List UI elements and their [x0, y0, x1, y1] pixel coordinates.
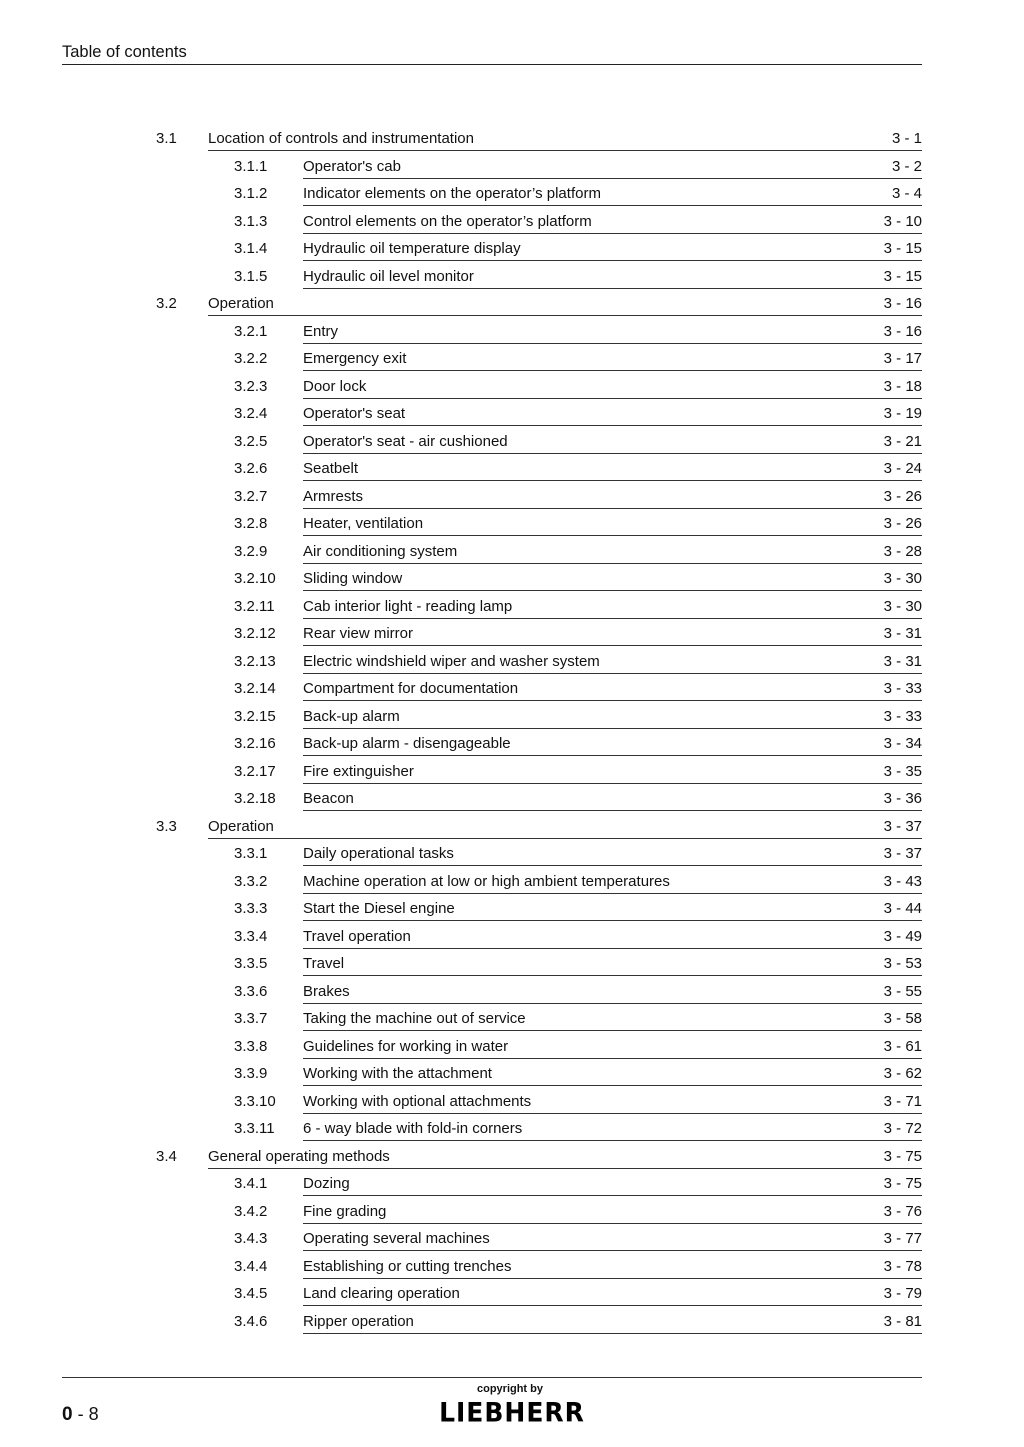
toc-entry-row[interactable]: [0, 1032, 1024, 1060]
toc-entry-row[interactable]: [0, 1059, 1024, 1087]
toc-page-number[interactable]: 3 - 43: [883, 872, 922, 890]
toc-number: 3.3.4: [234, 927, 268, 945]
toc-page-number[interactable]: 3 - 19: [883, 405, 922, 422]
toc-number: 3.2.14: [234, 680, 276, 697]
toc-entry-line: [303, 1091, 922, 1114]
toc-title[interactable]: Operator's seat: [303, 405, 406, 422]
toc-entry-row[interactable]: [0, 977, 1024, 1005]
toc-entry-row[interactable]: [0, 262, 1024, 290]
toc-page-number[interactable]: 3 - 15: [883, 240, 922, 257]
toc-title[interactable]: Travel: [303, 955, 345, 972]
toc-entry-line: [303, 1228, 922, 1251]
toc-title[interactable]: Start the Diesel engine: [303, 900, 455, 917]
toc-entry-row[interactable]: [0, 592, 1024, 620]
toc-page-number[interactable]: 3 - 55: [883, 982, 922, 1000]
toc-entry-line: [208, 293, 922, 316]
toc-entry-row[interactable]: [0, 647, 1024, 675]
toc-title[interactable]: Operating several machines: [303, 1230, 490, 1247]
toc-page-number[interactable]: 3 - 76: [883, 1202, 922, 1220]
toc-entry-line: [303, 733, 922, 756]
toc-page-number[interactable]: 3 - 10: [883, 212, 922, 230]
toc-entry-row[interactable]: [0, 344, 1024, 372]
toc-entry-line: [303, 706, 922, 729]
toc-entry-line: [303, 596, 922, 619]
toc-entry-line: [208, 128, 922, 151]
page-header: [62, 42, 922, 65]
toc-page-number[interactable]: 3 - 4: [891, 185, 922, 202]
toc-page-number[interactable]: 3 - 35: [883, 762, 922, 780]
toc-page-number[interactable]: 3 - 31: [883, 625, 922, 642]
toc-entry-row[interactable]: [0, 234, 1024, 262]
toc-entry-line: [303, 1063, 922, 1086]
toc-entry-line: [303, 1256, 922, 1279]
page-title: Table of contents: [62, 43, 187, 61]
toc-entry-row[interactable]: [0, 867, 1024, 895]
toc-title[interactable]: Location of controls and instrumentation: [208, 130, 474, 147]
toc-entry-row[interactable]: [0, 1087, 1024, 1115]
toc-number: 3.2.16: [234, 735, 276, 752]
toc-entry-row[interactable]: [0, 922, 1024, 950]
toc-entry-line: [303, 678, 922, 701]
toc-page-number[interactable]: 3 - 44: [883, 900, 922, 917]
toc-page-number[interactable]: 3 - 16: [883, 322, 922, 340]
toc-title[interactable]: Operator's cab: [303, 157, 401, 175]
toc-entry-row[interactable]: [0, 702, 1024, 730]
toc-entry-row[interactable]: [0, 509, 1024, 537]
toc-page-number[interactable]: 3 - 1: [891, 130, 922, 147]
toc-entry-row[interactable]: [0, 1197, 1024, 1225]
toc-page-number[interactable]: 3 - 33: [883, 680, 922, 697]
toc-page-number[interactable]: 3 - 30: [883, 570, 922, 587]
toc-entry-row[interactable]: [0, 894, 1024, 922]
copyright-label: copyright by: [476, 1383, 543, 1395]
toc-number: 3.3.11: [234, 1120, 275, 1137]
toc-entry-row[interactable]: [0, 1279, 1024, 1307]
toc-title[interactable]: Operator's seat - air cushioned: [303, 432, 508, 450]
toc-page-number[interactable]: 3 - 75: [883, 1175, 922, 1192]
toc-entry-line: [303, 431, 922, 454]
toc-title[interactable]: Back-up alarm: [303, 707, 400, 725]
toc-page-number[interactable]: 3 - 37: [883, 845, 922, 862]
toc-entry-row[interactable]: [0, 564, 1024, 592]
toc-title[interactable]: Fire extinguisher: [303, 762, 414, 780]
toc-entry-row[interactable]: [0, 674, 1024, 702]
toc-entry-row[interactable]: [0, 427, 1024, 455]
toc-entry-line: [303, 788, 922, 811]
toc-number: 3.2.17: [234, 762, 276, 780]
toc-entry-row[interactable]: [0, 757, 1024, 785]
toc-number: 3.3.9: [234, 1065, 268, 1082]
toc-title[interactable]: Ripper operation: [303, 1312, 414, 1330]
toc-page-number[interactable]: 3 - 28: [883, 542, 922, 560]
toc-page-number[interactable]: 3 - 53: [883, 955, 922, 972]
toc-number: 3.1.4: [234, 240, 268, 257]
toc-section-row[interactable]: [0, 124, 1024, 152]
toc-title[interactable]: Entry: [303, 322, 339, 340]
toc-title[interactable]: Control elements on the operator’s platform: [303, 212, 592, 230]
toc-number: 3.2.12: [234, 625, 276, 642]
toc-number: 3.2.6: [234, 460, 268, 477]
toc-number: 3.2.8: [234, 515, 268, 532]
toc-number: 3.2.13: [234, 652, 276, 670]
toc-entry-line: [303, 1201, 922, 1224]
toc-number: 3.2.7: [234, 487, 268, 505]
toc-section-row[interactable]: [0, 812, 1024, 840]
toc-number: 3.2.3: [234, 377, 268, 395]
footer-divider: [62, 1377, 922, 1378]
toc-page-number[interactable]: 3 - 61: [883, 1037, 922, 1055]
toc-page-number[interactable]: 3 - 2: [891, 157, 922, 175]
toc-title[interactable]: Working with optional attachments: [303, 1092, 532, 1110]
toc-entry-row[interactable]: [0, 179, 1024, 207]
toc-entry-line: [303, 1118, 922, 1141]
toc-entry-row[interactable]: [0, 537, 1024, 565]
toc-title[interactable]: Seatbelt: [303, 460, 359, 477]
toc-entry-line: [303, 183, 922, 206]
toc-section-row[interactable]: [0, 1142, 1024, 1170]
toc-title[interactable]: Sliding window: [303, 570, 403, 587]
toc-title[interactable]: Taking the machine out of service: [303, 1010, 526, 1027]
toc-page-number[interactable]: 3 - 15: [883, 267, 922, 285]
toc-entry-line: [303, 761, 922, 784]
toc-number: 3.2.9: [234, 542, 268, 560]
toc-entry-line: [303, 568, 922, 591]
toc-number: 3.3.1: [234, 845, 268, 862]
toc-page-number[interactable]: 3 - 37: [883, 817, 922, 835]
toc-entry-line: [303, 348, 922, 371]
toc-entry-line: [303, 926, 922, 949]
toc-page-number[interactable]: 3 - 36: [883, 790, 922, 807]
toc-entry-row[interactable]: [0, 482, 1024, 510]
toc-number: 3.3.6: [234, 982, 268, 1000]
toc-title[interactable]: Electric windshield wiper and washer system: [303, 652, 600, 670]
toc-title[interactable]: Armrests: [303, 487, 363, 505]
toc-entry-row[interactable]: [0, 729, 1024, 757]
toc-number: 3.2.5: [234, 432, 268, 450]
toc-entry-line: [303, 486, 922, 509]
toc-entry-line: [208, 1146, 922, 1169]
toc-title[interactable]: Dozing: [303, 1175, 350, 1192]
toc-page-number[interactable]: 3 - 81: [883, 1312, 922, 1330]
toc-entry-line: [303, 953, 922, 976]
toc-entry-line: [303, 1036, 922, 1059]
toc-number: 3.3.3: [234, 900, 268, 917]
toc-page-number[interactable]: 3 - 58: [883, 1010, 922, 1027]
toc-entry-line: [303, 376, 922, 399]
toc-title[interactable]: Daily operational tasks: [303, 845, 454, 862]
page-separator: -: [72, 1404, 89, 1424]
toc-number: 3.3: [156, 817, 177, 835]
toc-entry-line: [303, 623, 922, 646]
toc-number: 3.4.3: [234, 1230, 268, 1247]
toc-entry-line: [303, 981, 922, 1004]
toc-title[interactable]: Operation: [208, 295, 274, 312]
toc-page-number[interactable]: 3 - 34: [883, 735, 922, 752]
toc-number: 3.4.1: [234, 1175, 268, 1192]
toc-entry-row[interactable]: [0, 152, 1024, 180]
toc-entry-line: [303, 1283, 922, 1306]
toc-page-number[interactable]: 3 - 17: [883, 350, 922, 367]
toc-entry-line: [303, 211, 922, 234]
toc-entry-row[interactable]: [0, 1307, 1024, 1335]
toc-page-number[interactable]: 3 - 77: [883, 1230, 922, 1247]
toc-page-number[interactable]: 3 - 75: [883, 1147, 922, 1165]
toc-title[interactable]: Hydraulic oil level monitor: [303, 267, 474, 285]
toc-number: 3.2.11: [234, 597, 275, 615]
toc-title[interactable]: Air conditioning system: [303, 542, 458, 560]
page-number: [62, 1403, 99, 1426]
toc-entry-row[interactable]: [0, 839, 1024, 867]
toc-entry-line: [303, 898, 922, 921]
toc-title[interactable]: Heater, ventilation: [303, 515, 424, 532]
toc-page-number[interactable]: 3 - 18: [883, 377, 922, 395]
toc-title[interactable]: Fine grading: [303, 1202, 387, 1220]
toc-entry-line: [303, 843, 922, 866]
toc-entry-line: [303, 651, 922, 674]
toc-number: 3.4.6: [234, 1312, 268, 1330]
toc-number: 3.4.5: [234, 1285, 268, 1302]
toc-entry-row[interactable]: [0, 372, 1024, 400]
toc-number: 3.2.4: [234, 405, 268, 422]
toc-entry-line: [208, 816, 922, 839]
toc-entry-row[interactable]: [0, 207, 1024, 235]
toc-title[interactable]: Hydraulic oil temperature display: [303, 240, 521, 257]
toc-entry-line: [303, 403, 922, 426]
toc-title[interactable]: Beacon: [303, 790, 354, 807]
toc-number: 3.1.1: [234, 157, 268, 175]
toc-number: 3.1.5: [234, 267, 268, 285]
liebherr-logo: LIEBHERR: [439, 1397, 585, 1428]
toc-entry-row[interactable]: [0, 1224, 1024, 1252]
toc-page-number[interactable]: 3 - 79: [883, 1285, 922, 1302]
toc-title[interactable]: Land clearing operation: [303, 1285, 460, 1302]
toc-entry-row[interactable]: [0, 399, 1024, 427]
toc-title[interactable]: Brakes: [303, 982, 350, 1000]
toc-page-number[interactable]: 3 - 26: [883, 515, 922, 532]
toc-title[interactable]: Rear view mirror: [303, 625, 414, 642]
toc-title[interactable]: Operation: [208, 817, 274, 835]
toc-title[interactable]: Cab interior light - reading lamp: [303, 597, 513, 615]
toc-entry-row[interactable]: [0, 1252, 1024, 1280]
toc-entry-line: [303, 513, 922, 536]
toc-number: 3.1.2: [234, 185, 268, 202]
toc-entry-row[interactable]: [0, 949, 1024, 977]
toc-entry-line: [303, 458, 922, 481]
toc-number: 3.3.7: [234, 1010, 268, 1027]
toc-number: 3.1.3: [234, 212, 268, 230]
toc-page-number[interactable]: 3 - 49: [883, 927, 922, 945]
toc-page-number[interactable]: 3 - 21: [883, 432, 922, 450]
toc-title[interactable]: Travel operation: [303, 927, 411, 945]
toc-number: 3.3.8: [234, 1037, 268, 1055]
toc-title[interactable]: Compartment for documentation: [303, 680, 519, 697]
toc-number: 3.2.18: [234, 790, 276, 807]
toc-page-number[interactable]: 3 - 31: [883, 652, 922, 670]
toc-entry-line: [303, 238, 922, 261]
toc-page-number[interactable]: 3 - 24: [883, 460, 922, 477]
toc-page-number[interactable]: 3 - 78: [883, 1257, 922, 1275]
toc-entry-line: [303, 871, 922, 894]
toc-page-number[interactable]: 3 - 62: [883, 1065, 922, 1082]
toc-entry-row[interactable]: [0, 1169, 1024, 1197]
toc-page-number[interactable]: 3 - 33: [883, 707, 922, 725]
toc-title[interactable]: Machine operation at low or high ambient temperatures: [303, 872, 670, 890]
page-index: 8: [88, 1404, 99, 1424]
toc-entry-line: [303, 1008, 922, 1031]
toc-entry-line: [303, 156, 922, 179]
toc-number: 3.3.5: [234, 955, 268, 972]
toc-number: 3.3.2: [234, 872, 268, 890]
toc-title[interactable]: Emergency exit: [303, 350, 407, 367]
toc-entry-row[interactable]: [0, 454, 1024, 482]
toc-entry-row[interactable]: [0, 1114, 1024, 1142]
toc-number: 3.4.4: [234, 1257, 268, 1275]
toc-title[interactable]: Back-up alarm - disengageable: [303, 735, 511, 752]
toc-title[interactable]: Working with the attachment: [303, 1065, 492, 1082]
toc-page-number[interactable]: 3 - 72: [883, 1120, 922, 1137]
toc-entry-row[interactable]: [0, 784, 1024, 812]
table-of-contents: [0, 124, 1024, 1334]
page-chapter: 0: [62, 1404, 73, 1425]
toc-number: 3.1: [156, 130, 177, 147]
toc-page-number[interactable]: 3 - 71: [883, 1092, 922, 1110]
toc-entry-line: [303, 541, 922, 564]
toc-entry-line: [303, 1173, 922, 1196]
toc-entry-line: [303, 266, 922, 289]
toc-entry-row[interactable]: [0, 619, 1024, 647]
toc-number: 3.4: [156, 1147, 177, 1165]
toc-page-number[interactable]: 3 - 26: [883, 487, 922, 505]
toc-number: 3.2.10: [234, 570, 276, 587]
toc-number: 3.2: [156, 295, 177, 312]
toc-section-row[interactable]: [0, 289, 1024, 317]
toc-title[interactable]: Guidelines for working in water: [303, 1037, 509, 1055]
toc-number: 3.4.2: [234, 1202, 268, 1220]
toc-page-number[interactable]: 3 - 16: [883, 295, 922, 312]
toc-title[interactable]: Establishing or cutting trenches: [303, 1257, 512, 1275]
toc-title[interactable]: 6 - way blade with fold-in corners: [303, 1120, 523, 1137]
toc-page-number[interactable]: 3 - 30: [883, 597, 922, 615]
toc-number: 3.2.15: [234, 707, 276, 725]
toc-number: 3.2.2: [234, 350, 268, 367]
toc-entry-line: [303, 1311, 922, 1334]
toc-title[interactable]: General operating methods: [208, 1147, 390, 1165]
toc-number: 3.3.10: [234, 1092, 276, 1110]
toc-number: 3.2.1: [234, 322, 268, 340]
toc-title[interactable]: Door lock: [303, 377, 367, 395]
toc-entry-line: [303, 321, 922, 344]
toc-entry-row[interactable]: [0, 317, 1024, 345]
toc-title[interactable]: Indicator elements on the operator’s platform: [303, 185, 601, 202]
toc-entry-row[interactable]: [0, 1004, 1024, 1032]
